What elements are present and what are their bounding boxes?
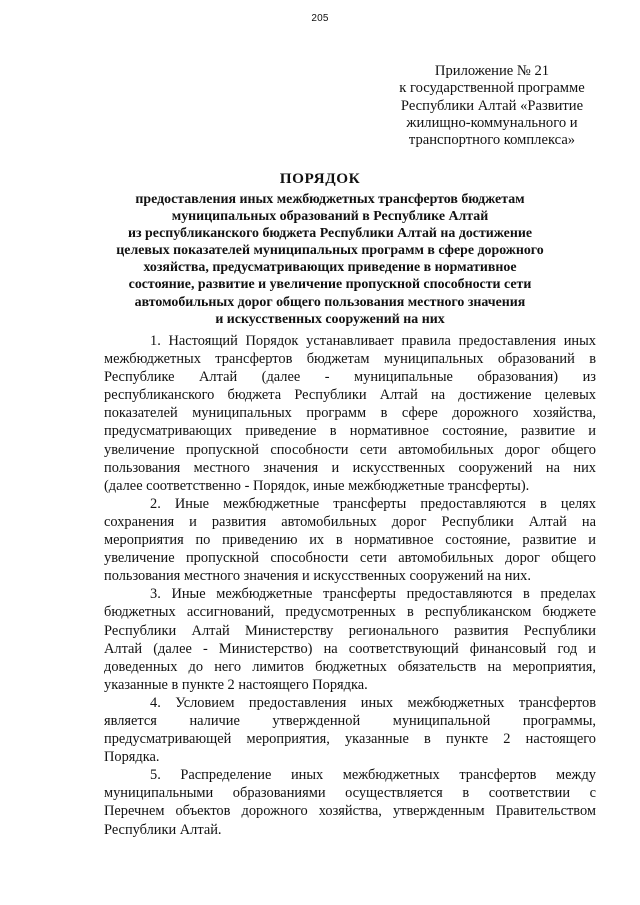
text-line: предусматривающих приведение в нормативное состояние, развитие и: [104, 423, 596, 440]
text-line: 1. Настоящий Порядок устанавливает правила предоставления иных: [150, 333, 596, 349]
document-title: ПОРЯДОК: [279, 170, 361, 187]
appendix-note: [372, 63, 612, 149]
text-line: (далее соответственно - Порядок, иные межбюджетные трансферты).: [104, 477, 530, 494]
subtitle-line: хозяйства, предусматривающих приведение в нормативное: [143, 260, 517, 276]
text-line: является наличие утвержденной муниципальной программы,: [104, 712, 596, 729]
text-line: сохранения и развития автомобильных дорог Республики Алтай на: [104, 513, 596, 530]
text-line: Республики Алтай Министерству регионального развития Республики: [104, 622, 596, 639]
text-line: 3. Иные межбюджетные трансферты предоставляются в пределах: [150, 586, 596, 603]
subtitle-line: муниципальных образований в Республике Алтай: [171, 209, 489, 225]
text-line: муниципальными образованиями осуществляется в соответствии с: [104, 785, 596, 802]
text-line: межбюджетных трансфертов бюджетам муниципальных образований в: [104, 351, 596, 368]
text-line: увеличение пропускной способности сети автомобильных дорог общего: [104, 441, 596, 458]
subtitle-line: предоставления иных межбюджетных трансфертов бюджетам: [135, 192, 525, 207]
subtitle-line: из республиканского бюджета Республики Алтай на достижение: [127, 226, 533, 242]
text-line: предусматривающей мероприятия, указанные в пункте 2 настоящего: [104, 731, 596, 748]
paragraph-3: [104, 585, 596, 694]
text-line: доведенных до него лимитов бюджетных обязательств на мероприятия,: [104, 658, 596, 675]
subtitle-line: целевых показателей муниципальных программ в сфере дорожного: [116, 243, 544, 259]
appendix-line: Республики Алтай «Развитие: [400, 97, 584, 114]
document-subtitle: [110, 191, 550, 328]
text-line: Перечнем объектов дорожного хозяйства, утвержденным Правительством: [104, 803, 596, 820]
subtitle-line: автомобильных дорог общего пользования местного значения: [134, 294, 526, 310]
text-line: Республике Алтай (далее - муниципальные образования) из: [104, 369, 596, 386]
text-line: Республики Алтай.: [104, 821, 222, 838]
text-line: пользования местного значения и искусственных сооружений на них.: [104, 568, 531, 585]
text-line: 2. Иные межбюджетные трансферты предоставляются в целях: [150, 495, 596, 512]
appendix-line: Приложение № 21: [434, 63, 550, 79]
paragraph-4: [104, 694, 596, 766]
subtitle-line: и искусственных сооружений на них: [215, 311, 445, 327]
text-line: Алтай (далее - Министерство) на соответствующий финансовый год и: [104, 640, 596, 657]
paragraph-2: [104, 495, 596, 585]
text-line: республиканского бюджета Республики Алтай на достижение целевых: [104, 387, 596, 404]
text-line: 5. Распределение иных межбюджетных трансфертов между: [150, 767, 596, 784]
text-line: мероприятия по приведению их в нормативное состояние, развитие и: [104, 532, 596, 549]
paragraph-5: [104, 766, 596, 838]
text-line: указанные в пункте 2 настоящего Порядка.: [104, 676, 368, 693]
appendix-line: к государственной программе: [399, 80, 585, 97]
paragraph-1: [104, 332, 596, 495]
appendix-line: транспортного комплекса»: [408, 132, 576, 149]
text-line: пользования местного значения и искусственных сооружений на них: [104, 459, 596, 476]
subtitle-line: состояние, развитие и увеличение пропускной способности сети: [128, 277, 532, 293]
text-line: показателей муниципальных программ в сфере дорожного хозяйства,: [104, 405, 596, 422]
text-line: 4. Условием предоставления иных межбюджетных трансфертов: [150, 694, 596, 711]
appendix-line: жилищно-коммунального и: [406, 114, 578, 131]
text-line: Порядка.: [104, 749, 160, 766]
document-body: [104, 332, 596, 839]
page-number: 205: [311, 13, 329, 24]
text-line: увеличение пропускной способности сети автомобильных дорог общего: [104, 550, 596, 567]
text-line: бюджетных ассигнований, предусмотренных в республиканском бюджете: [104, 604, 596, 621]
